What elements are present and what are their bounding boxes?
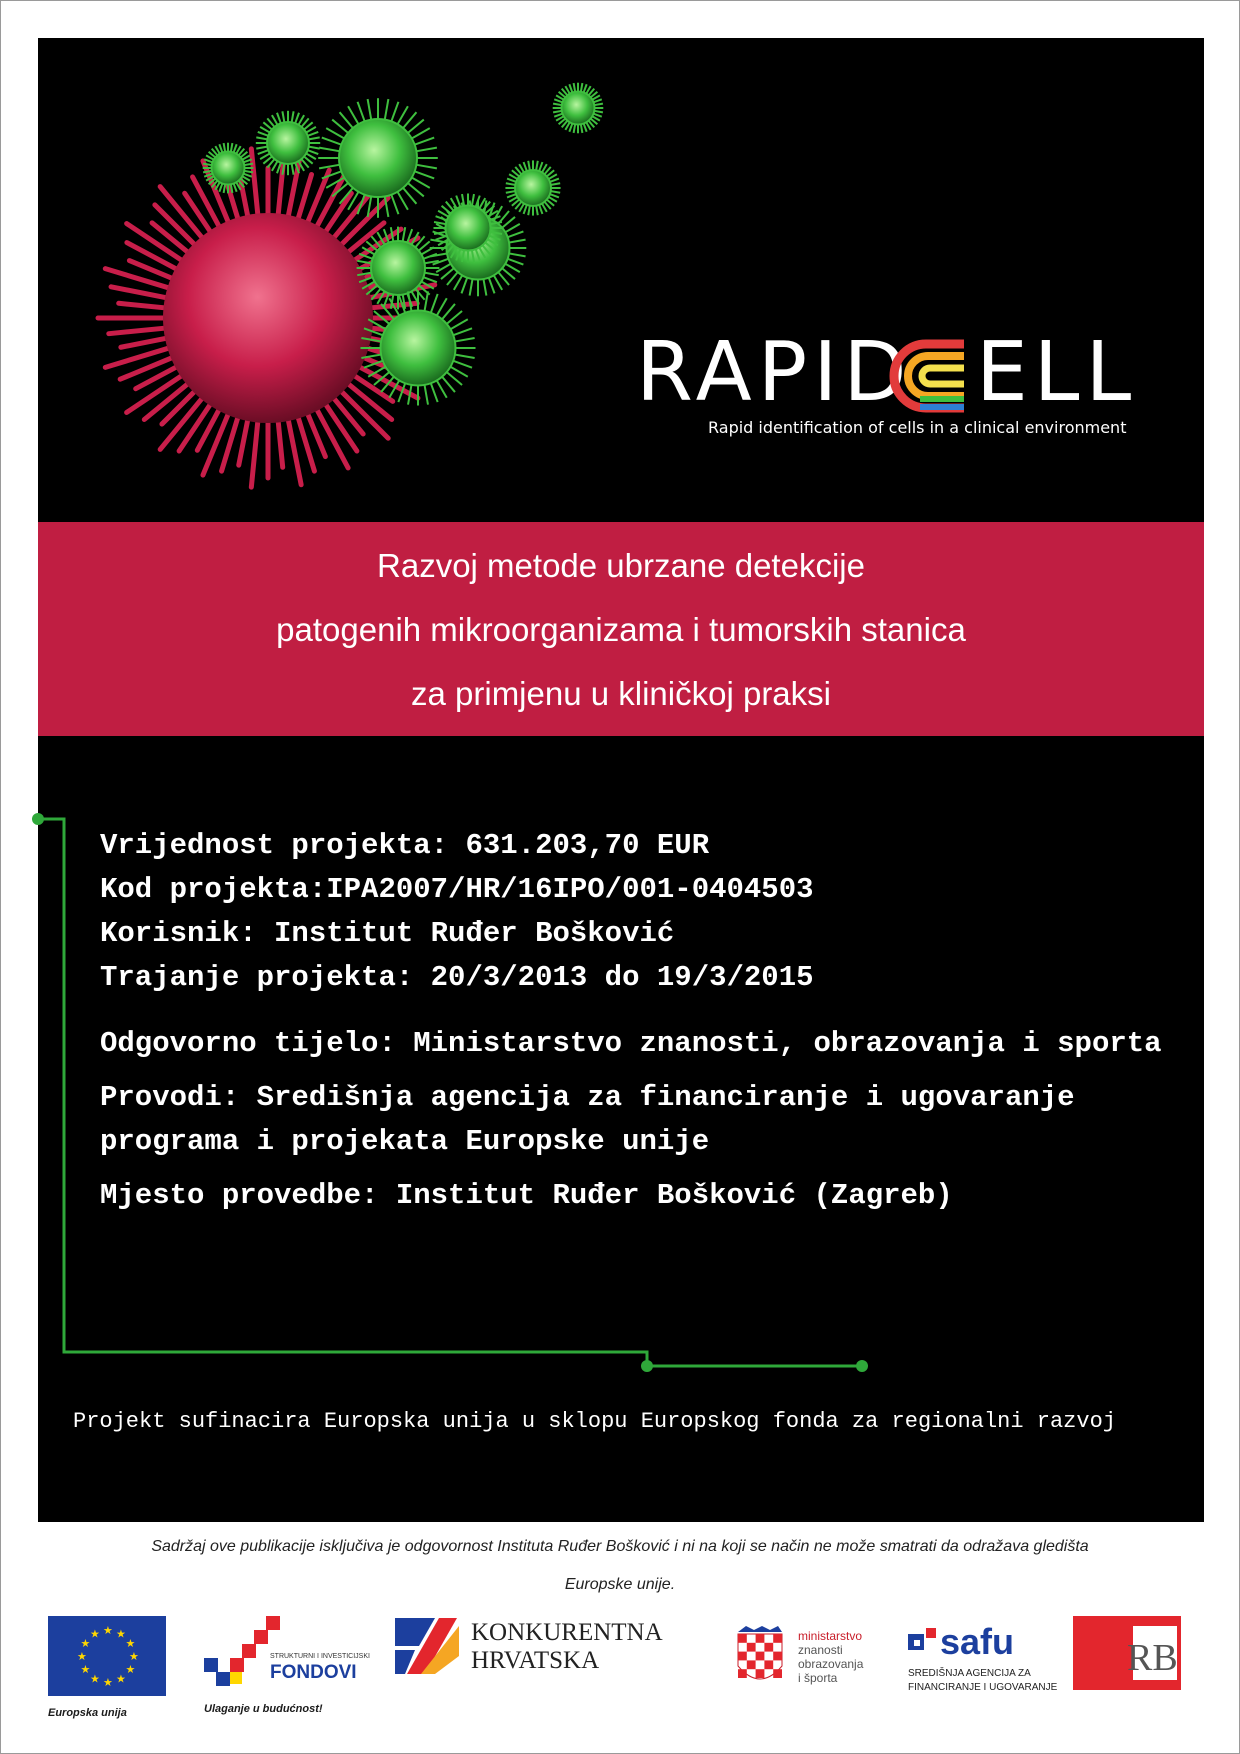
- svg-text:★: ★: [90, 1673, 100, 1686]
- fondovi-logo: [204, 1614, 370, 1715]
- svg-text:★: ★: [116, 1628, 126, 1641]
- partner-logos: [0, 1610, 1240, 1750]
- project-beneficiary: Korisnik: Institut Ruđer Bošković: [100, 917, 675, 950]
- project-info: [100, 824, 1190, 1218]
- svg-text:FONDOVI: FONDOVI: [270, 1662, 357, 1683]
- svg-text:★: ★: [77, 1651, 87, 1663]
- irb-mark-icon: [1073, 1616, 1181, 1690]
- svg-text:znanosti: znanosti: [798, 1643, 843, 1657]
- logo-tagline: Rapid identification of cells in a clinical environment: [708, 418, 1127, 437]
- cofinance-note: Projekt sufinacira Europska unija u sklopu Europskog fonda za regionalni razvoj: [73, 1409, 1116, 1434]
- svg-text:obrazovanja: obrazovanja: [798, 1657, 864, 1671]
- project-duration: Trajanje projekta: 20/3/2013 do 19/3/2015: [100, 961, 814, 994]
- title-line-2: patogenih mikroorganizama i tumorskih stanica: [276, 611, 966, 648]
- svg-text:★: ★: [90, 1628, 100, 1641]
- disclaimer: [30, 1528, 1210, 1604]
- svg-text:RB: RB: [1127, 1637, 1178, 1679]
- title-line-1: Razvoj metode ubrzane detekcije: [377, 547, 865, 584]
- ministry-logo: [734, 1626, 884, 1701]
- poster: [38, 38, 1204, 1522]
- eu-caption: Europska unija: [48, 1707, 127, 1719]
- connector-dot-end: [856, 1360, 868, 1372]
- svg-text:★: ★: [103, 1625, 113, 1637]
- konkurentna-hrvatska-logo: [395, 1616, 685, 1681]
- svg-text:★: ★: [80, 1638, 91, 1650]
- disclaimer-line-1: Sadržaj ove publikacije isključiva je odgovornost Instituta Ruđer Bošković i ni na koji se način ne može smatrati da odražava gledišta: [151, 1538, 1089, 1555]
- svg-text:SREDIŠNJA AGENCIJA ZA: SREDIŠNJA AGENCIJA ZA: [908, 1668, 1031, 1679]
- project-code: Kod projekta:IPA2007/HR/16IPO/001-0404503: [100, 873, 814, 906]
- svg-text:★: ★: [125, 1638, 136, 1650]
- implementing-body: Provodi: Središnja agencija za financiranje i ugovaranje programa i projekata Europske unije: [100, 1081, 1075, 1158]
- irb-logo: [1073, 1616, 1181, 1695]
- safu-logo: [906, 1618, 1066, 1703]
- title-line-3: za primjenu u kliničkoj praksi: [411, 675, 831, 712]
- connector-dot-start: [32, 813, 44, 825]
- svg-text:HRVATSKA: HRVATSKA: [471, 1647, 600, 1674]
- svg-text:KONKURENTNA: KONKURENTNA: [471, 1619, 663, 1646]
- svg-text:safu: safu: [940, 1621, 1015, 1662]
- svg-text:STRUKTURNI I INVESTICIJSKI: STRUKTURNI I INVESTICIJSKI: [270, 1653, 370, 1660]
- logo-suffix: ELL: [976, 325, 1138, 420]
- logo-prefix: RAPID: [636, 325, 913, 420]
- svg-text:★: ★: [129, 1651, 139, 1663]
- green-connector: [38, 38, 1204, 1522]
- svg-text:ministarstvo: ministarstvo: [798, 1629, 863, 1643]
- fondovi-caption: Ulaganje u budućnost!: [204, 1703, 323, 1715]
- fondovi-squares-icon: [204, 1614, 370, 1698]
- svg-text:★: ★: [103, 1677, 113, 1689]
- implementation-location: Mjesto provedbe: Institut Ruđer Bošković (Zagreb): [100, 1179, 953, 1212]
- safu-mark-icon: [906, 1618, 1066, 1698]
- svg-text:i športa: i športa: [798, 1671, 838, 1685]
- project-value: Vrijednost projekta: 631.203,70 EUR: [100, 829, 710, 862]
- croatian-coat-of-arms-icon: [734, 1626, 884, 1696]
- svg-text:FINANCIRANJE I UGOVARANJE: FINANCIRANJE I UGOVARANJE: [908, 1682, 1058, 1693]
- eu-logo: [48, 1616, 166, 1719]
- responsible-body: Odgovorno tijelo: Ministarstvo znanosti, obrazovanja i sporta: [100, 1027, 1162, 1060]
- connector-dot-mid: [641, 1360, 653, 1372]
- svg-text:★: ★: [116, 1673, 126, 1686]
- eu-flag-icon: [48, 1616, 166, 1696]
- svg-text:★: ★: [125, 1664, 136, 1676]
- disclaimer-line-2: Europske unije.: [564, 1576, 676, 1593]
- konkurentna-mark-icon: [395, 1616, 685, 1676]
- svg-text:★: ★: [80, 1664, 91, 1676]
